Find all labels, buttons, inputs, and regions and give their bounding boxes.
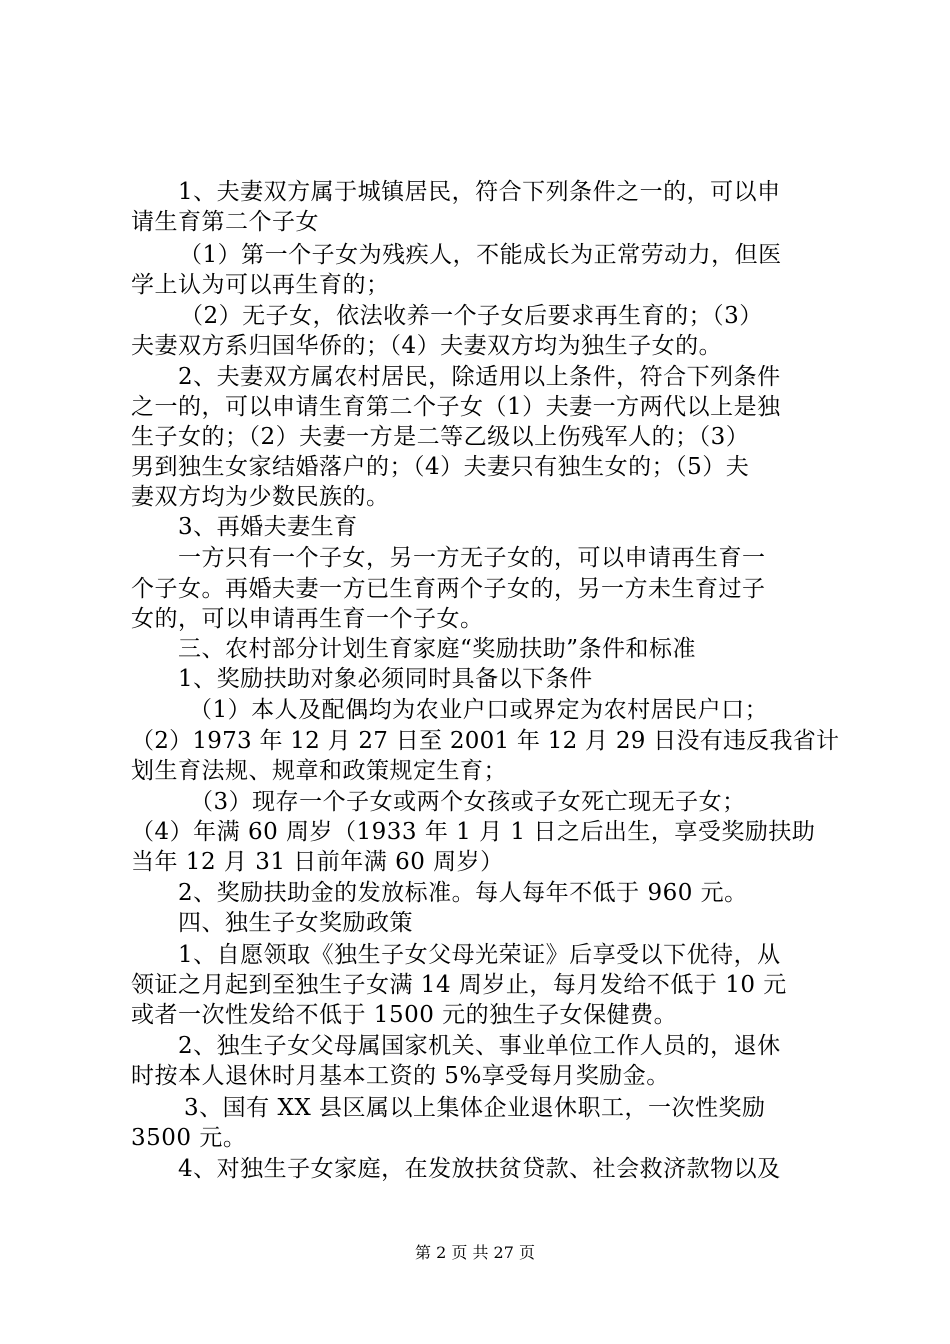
text-line: （3）现存一个子女或两个女孩或子女死亡现无子女； [190, 789, 746, 815]
text-line: 学上认为可以再生育的； [131, 272, 390, 298]
text-line: 夫妻双方系归国华侨的；（4）夫妻双方均为独生子女的。 [131, 333, 723, 359]
text-line: 划生育法规、规章和政策规定生育； [131, 758, 507, 784]
text-line: 3、国有 XX 县区属以上集体企业退休职工，一次性奖励 [184, 1095, 766, 1121]
text-line: （1）本人及配偶均为农业户口或界定为农村居民户口； [189, 697, 769, 723]
text-line: 之一的，可以申请生育第二个子女（1）夫妻一方两代以上是独 [131, 394, 781, 420]
text-line: 女的，可以申请再生育一个子女。 [131, 606, 484, 632]
text-line: 3500 元。 [131, 1125, 247, 1151]
text-line: 4、对独生子女家庭，在发放扶贫贷款、社会救济款物以及 [178, 1156, 781, 1182]
text-line: 2、奖励扶助金的发放标准。每人每年不低于 960 元。 [178, 880, 748, 906]
text-line: 请生育第二个子女 [131, 209, 319, 235]
text-line: （4）年满 60 周岁（1933 年 1 月 1 日之后出生，享受奖励扶助 [131, 819, 816, 845]
section-heading: 四、独生子女奖励政策 [178, 910, 413, 936]
text-line: （1）第一个子女为残疾人，不能成长为正常劳动力，但医 [179, 242, 782, 268]
page-footer: 第 2 页 共 27 页 [415, 1243, 535, 1262]
text-line: 领证之月起到至独生子女满 14 周岁止，每月发给不低于 10 元 [131, 972, 787, 998]
text-line: 或者一次性发给不低于 1500 元的独生子女保健费。 [131, 1002, 678, 1028]
text-line: 1、夫妻双方属于城镇居民，符合下列条件之一的，可以申 [178, 179, 781, 205]
text-line: 时按本人退休时月基本工资的 5%享受每月奖励金。 [131, 1063, 670, 1089]
text-line: （2）无子女，依法收养一个子女后要求再生育的；（3） [180, 303, 763, 329]
section-heading: 1、奖励扶助对象必须同时具备以下条件 [178, 666, 593, 692]
text-line: 2、独生子女父母属国家机关、事业单位工作人员的，退休 [178, 1033, 781, 1059]
text-line: 生子女的；（2）夫妻一方是二等乙级以上伤残军人的；（3） [131, 424, 750, 450]
text-line: 个子女。再婚夫妻一方已生育两个子女的，另一方未生育过子 [131, 576, 766, 602]
text-line: 当年 12 月 31 日前年满 60 周岁） [131, 849, 504, 875]
section-heading: 3、再婚夫妻生育 [178, 514, 358, 540]
text-line: 一方只有一个子女，另一方无子女的，可以申请再生育一 [178, 545, 766, 571]
text-line: 1、自愿领取《独生子女父母光荣证》后享受以下优待，从 [178, 942, 781, 968]
text-line: 妻双方均为少数民族的。 [131, 484, 390, 510]
text-line: 男到独生女家结婚落户的；（4）夫妻只有独生女的；（5）夫 [131, 454, 750, 480]
text-line: （2）1973 年 12 月 27 日至 2001 年 12 月 29 日没有违反我省计 [131, 728, 840, 754]
text-line: 2、夫妻双方属农村居民，除适用以上条件，符合下列条件 [178, 364, 781, 390]
section-heading: 三、农村部分计划生育家庭“奖励扶助”条件和标准 [178, 636, 697, 662]
